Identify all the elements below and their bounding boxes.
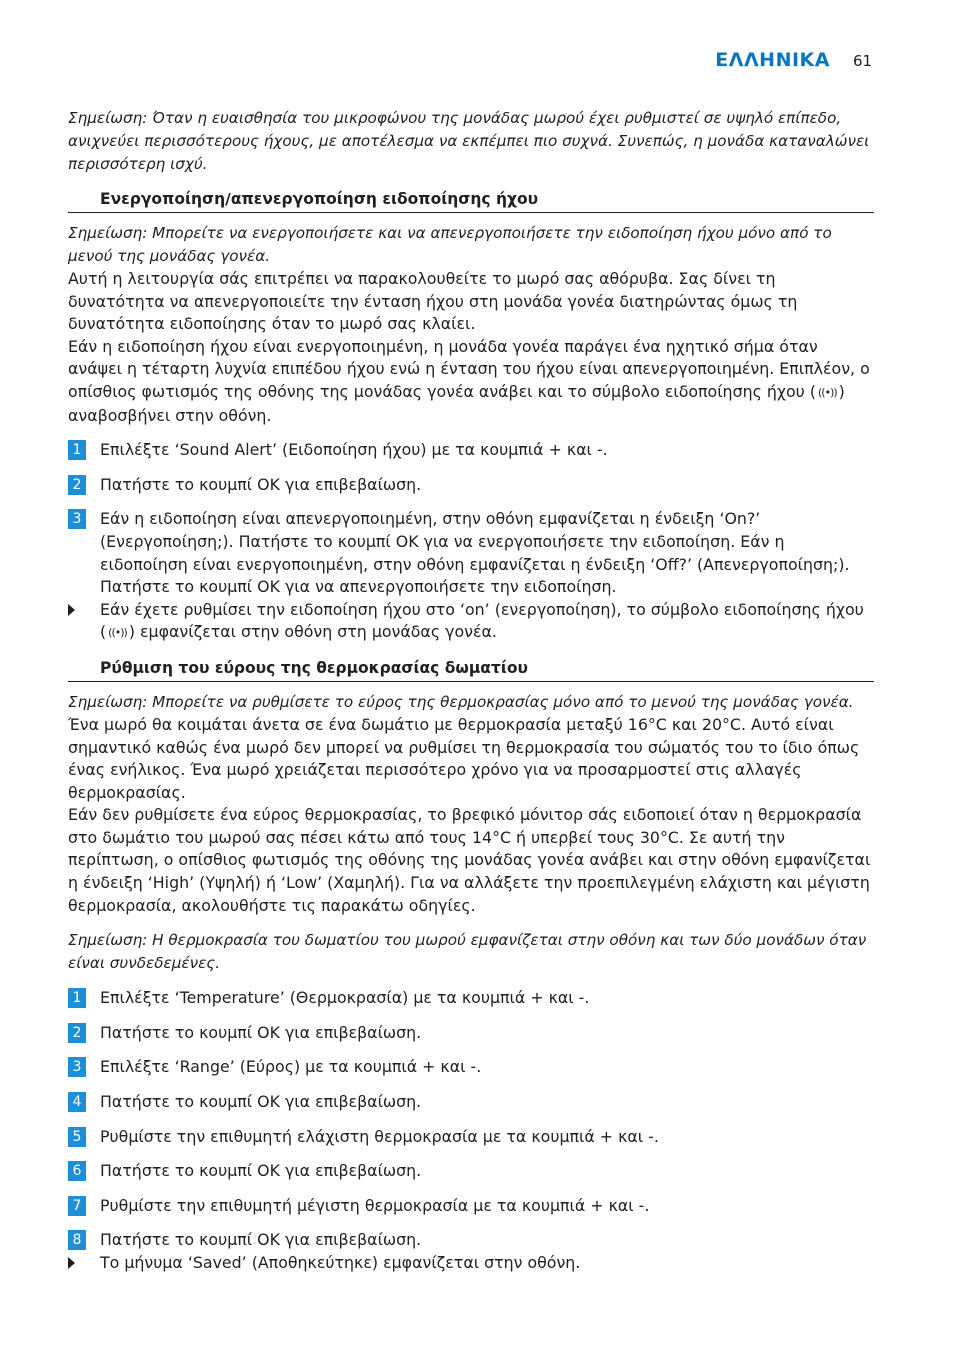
result-item: Το μήνυμα ‘Saved’ (Αποθηκεύτηκε) εμφανίζεται στην οθόνη. [68,1252,874,1275]
note-sound-alert-menu: Σημείωση: Μπορείτε να ενεργοποιήσετε και να απενεργοποιήσετε την ειδοποίηση ήχου μόνο από το μενού της μονάδας γονέα. [68,224,832,265]
step-number: 2 [68,1023,86,1043]
note-microphone-sensitivity: Σημείωση: Όταν η ευαισθησία του μικροφώνου της μονάδας μωρού έχει ρυθμιστεί σε υψηλό επίπεδο, ανιχνεύει περισσότερους ήχους, με αποτέλεσμα να εκπέμπει πιο συχνά. Συνεπώς, η μονάδα καταναλώνει περισσότερη ισχύ. [68,109,870,173]
result-item: Εάν έχετε ρυθμίσει την ειδοποίηση ήχου στο ‘on’ (ενεργοποίηση), το σύμβολο ειδοποίησης ήχου ( ((•)) ) εμφανίζεται στην οθόνη στη μονάδας γονέα. [68,599,874,645]
step-number: 3 [68,1057,86,1077]
paragraph-temperature-comfort: Ένα μωρό θα κοιμάται άνετα σε ένα δωμάτιο με θερμοκρασία μεταξύ 16°C και 20°C. Αυτό είναι σημαντικό καθώς ένα μωρό δεν μπορεί να ρυθμίσει τη θερμοκρασία του σώματός του το ίδιο όπως ένας ενήλικος. Ένα μωρό χρειάζεται περισσότερο χρόνο για να προσαρμοστεί στις αλλαγές θερμοκρασίας. [68,714,860,802]
step-text: Ρυθμίστε την επιθυμητή ελάχιστη θερμοκρασία με τα κουμπιά + και -. [100,1126,659,1146]
section-heading-temperature-range: Ρύθμιση του εύρους της θερμοκρασίας δωματίου [68,657,874,682]
step-text: Πατήστε το κουμπί OK για επιβεβαίωση. [100,1161,422,1181]
language-label: ΕΛΛΗΝΙΚΑ [715,49,830,71]
step-item [68,474,874,497]
note-temperature-menu: Σημείωση: Μπορείτε να ρυθμίσετε το εύρος της θερμοκρασίας μόνο από το μενού της μονάδας γονέα. [68,692,854,711]
result-arrow-icon [68,604,75,616]
step-text: Πατήστε το κουμπί OK για επιβεβαίωση. [100,1092,422,1112]
step-number: 2 [68,475,86,495]
page-number: 61 [853,52,873,70]
result-arrow-icon [68,1257,75,1269]
step-item [68,1229,874,1252]
step-number: 6 [68,1161,86,1181]
step-item [68,1195,874,1218]
step-text: Επιλέξτε ‘Sound Alert’ (Ειδοποίηση ήχου) με τα κουμπιά + και -. [100,440,608,460]
step-item [68,1056,874,1079]
step-number: 1 [68,440,86,460]
step-item [68,1160,874,1183]
step-item [68,1022,874,1045]
step-item [68,508,874,598]
section-heading-sound-alert: Ενεργοποίηση/απενεργοποίηση ειδοποίησης ήχου [68,188,874,213]
step-text: Εάν η ειδοποίηση είναι απενεργοποιημένη, στην οθόνη εμφανίζεται η ένδειξη ‘On?’ (Ενεργοποίηση;). Πατήστε το κουμπί OK για να ενεργοποιήσετε την ειδοποίηση. Εάν η ειδοποίηση είναι ενεργοποιημένη, στην οθόνη εμφανίζεται η ένδειξη ‘Off?’ (Απενεργοποίηση;). Πατήστε το κουμπί OK για να απενεργοποιήσετε την ειδοποίηση. [100,509,850,597]
step-text: Πατήστε το κουμπί OK για επιβεβαίωση. [100,1022,422,1042]
step-text: Ρυθμίστε την επιθυμητή μέγιστη θερμοκρασία με τα κουμπιά + και -. [100,1195,650,1215]
step-number: 5 [68,1127,86,1147]
paragraph-sound-alert-intro: Αυτή η λειτουργία σάς επιτρέπει να παρακολουθείτε το μωρό σας αθόρυβα. Σας δίνει τη δυνατότητα να απενεργοποιείτε την ένταση ήχου στη μονάδα γονέα διατηρώντας όμως τη δυνατότητα ειδοποίησης όταν το μωρό σας κλαίει. [68,269,798,334]
step-number: 4 [68,1092,86,1112]
step-item [68,1091,874,1114]
paragraph-temperature-default-range: Εάν δεν ρυθμίσετε ένα εύρος θερμοκρασίας, το βρεφικό μόνιτορ σάς ειδοποιεί όταν η θερμοκρασία στο δωμάτιο του μωρού σας πέσει κάτω από τους 14°C ή υπερβεί τους 30°C. Σε αυτή την περίπτωση, ο οπίσθιος φωτισμός της οθόνης της μονάδας γονέα ανάβει και στην οθόνη εμφανίζεται η ένδειξη ‘High’ (Υψηλή) ή ‘Low’ (Χαμηλή). Για να αλλάξετε την προεπιλεγμένη ελάχιστη και μέγιστη θερμοκρασία, ακολουθήστε τις παρακάτω οδηγίες. [68,805,871,915]
page-content [68,107,874,1275]
step-number: 3 [68,509,86,529]
paragraph-sound-alert-behaviour: Εάν η ειδοποίηση ήχου είναι ενεργοποιημένη, η μονάδα γονέα παράγει ένα ηχητικό σήμα όταν ανάψει η τέταρτη λυχνία επιπέδου ήχου ενώ η ένταση του ήχου είναι απενεργοποιημένη. Επιπλέον, ο οπίσθιος φωτισμός της οθόνης της μονάδας γονέα ανάβει και το σύμβολο ειδοποίησης ήχου ( ((•)) ) αναβοσβήνει στην οθόνη. [68,336,870,425]
step-item [68,1126,874,1149]
step-number: 8 [68,1230,86,1250]
page-header [0,49,954,75]
step-item [68,439,874,462]
sound-alert-icon: ((•)) [818,385,837,399]
step-text: Πατήστε το κουμπί OK για επιβεβαίωση. [100,1230,422,1250]
step-text: Επιλέξτε ‘Temperature’ (Θερμοκρασία) με τα κουμπιά + και -. [100,988,590,1008]
step-text: Πατήστε το κουμπί OK για επιβεβαίωση. [100,474,422,494]
note-temperature-display: Σημείωση: Η θερμοκρασία του δωματίου του μωρού εμφανίζεται στην οθόνη και των δύο μονάδων όταν είναι συνδεδεμένες. [68,931,867,973]
step-item [68,987,874,1010]
step-number: 7 [68,1196,86,1216]
sound-alert-icon: ((•)) [108,626,127,640]
step-text: Επιλέξτε ‘Range’ (Εύρος) με τα κουμπιά + και -. [100,1057,482,1077]
step-number: 1 [68,988,86,1008]
